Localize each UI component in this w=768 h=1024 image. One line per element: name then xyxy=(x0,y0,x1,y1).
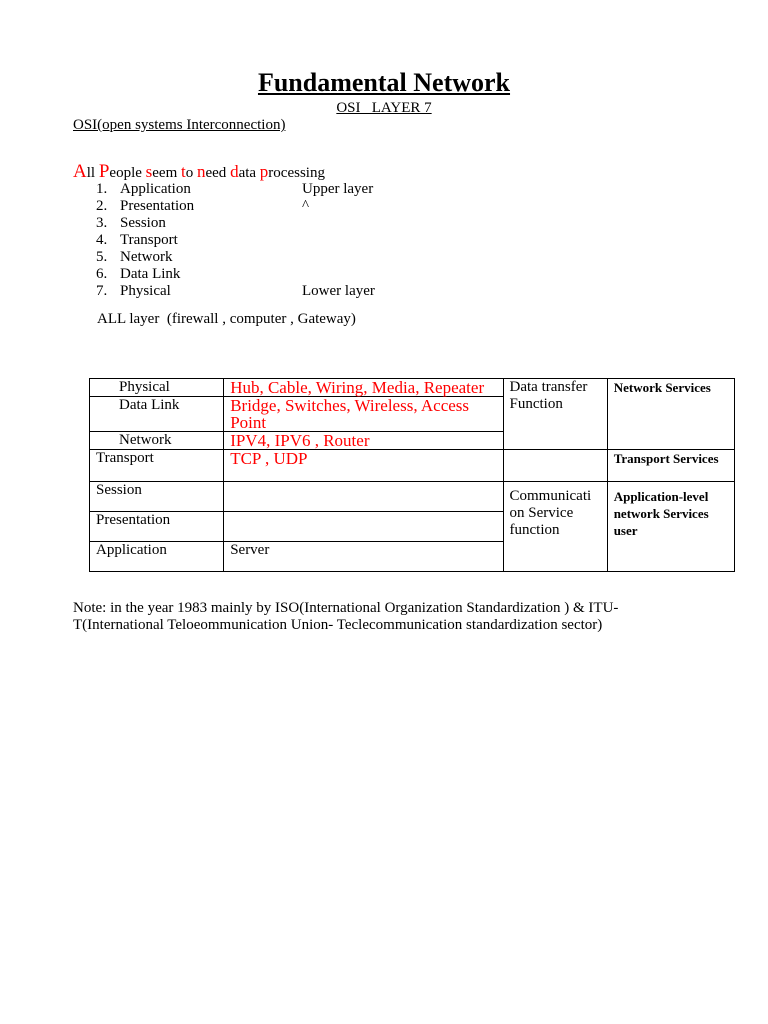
list-number: 1. xyxy=(96,181,108,197)
mnemonic-line xyxy=(73,161,325,183)
list-item xyxy=(96,215,375,232)
list-item xyxy=(96,181,375,198)
function-cell-communication: Communicati on Service function xyxy=(503,482,607,572)
mnemonic-rest: o xyxy=(185,165,197,181)
mnemonic-letter: P xyxy=(98,161,110,182)
table-row xyxy=(90,482,735,512)
page-subtitle: OSI LAYER 7 xyxy=(336,100,432,116)
all-layer-note: ALL layer (firewall , computer , Gateway) xyxy=(97,311,356,327)
list-item xyxy=(96,198,375,215)
layer-cell-session: Session xyxy=(90,482,224,512)
layer-name: Presentation xyxy=(120,198,195,214)
list-number: 3. xyxy=(96,215,108,231)
mnemonic-rest: eed xyxy=(205,165,231,181)
osi-layer-table xyxy=(89,378,735,572)
layer-cell-presentation: Presentation xyxy=(90,512,224,542)
services-cell-network: Network Services xyxy=(607,379,734,450)
mnemonic-letter: A xyxy=(73,161,87,182)
list-item xyxy=(96,283,375,300)
function-cell-empty xyxy=(503,450,607,482)
list-number: 2. xyxy=(96,198,108,214)
footnote: Note: in the year 1983 mainly by ISO(International Organization Standardization ) & ITU-T(International Teloeommunication Union- Teclecommunication standardization sector) xyxy=(73,600,619,633)
table-row xyxy=(90,379,735,397)
page-title: Fundamental Network xyxy=(257,68,511,97)
layer-cell-application: Application xyxy=(90,542,224,572)
mnemonic-rest: eem xyxy=(152,165,181,181)
mnemonic-rest: ll xyxy=(86,165,99,181)
mnemonic-letter: n xyxy=(196,162,206,181)
layer-name: Data Link xyxy=(120,266,181,282)
layer-note: Lower layer xyxy=(302,283,375,299)
devices-cell-application: Server xyxy=(224,542,503,572)
layer-cell-data-link: Data Link xyxy=(90,397,224,432)
devices-cell-session xyxy=(224,482,503,512)
services-cell-transport: Transport Services xyxy=(607,450,734,482)
list-item xyxy=(96,232,375,249)
list-number: 4. xyxy=(96,232,108,248)
layer-list xyxy=(96,181,375,300)
layer-name: Network xyxy=(120,249,173,265)
layer-name: Transport xyxy=(120,232,178,248)
layer-name: Physical xyxy=(120,283,171,299)
function-cell-data-transfer: Data transfer Function xyxy=(503,379,607,450)
list-item xyxy=(96,249,375,266)
list-number: 5. xyxy=(96,249,108,265)
mnemonic-rest: ata xyxy=(238,165,260,181)
layer-name: Application xyxy=(120,181,191,197)
devices-cell-network: IPV4, IPV6 , Router xyxy=(224,432,503,450)
devices-cell-data-link: Bridge, Switches, Wireless, Access Point xyxy=(224,397,503,432)
layer-note: ^ xyxy=(302,198,310,214)
services-cell-application: Application-level network Services user xyxy=(607,482,734,572)
mnemonic-letter: t xyxy=(181,162,186,181)
list-number: 6. xyxy=(96,266,108,282)
layer-cell-network: Network xyxy=(90,432,224,450)
mnemonic-rest: eople xyxy=(109,165,146,181)
layer-note: Upper layer xyxy=(302,181,374,197)
layer-cell-physical: Physical xyxy=(90,379,224,397)
mnemonic-letter: d xyxy=(230,162,239,181)
mnemonic-letter: s xyxy=(145,162,153,181)
mnemonic-rest: rocessing xyxy=(268,165,325,181)
table-row xyxy=(90,450,735,482)
devices-cell-physical: Hub, Cable, Wiring, Media, Repeater xyxy=(224,379,503,397)
devices-cell-presentation xyxy=(224,512,503,542)
layer-cell-transport: Transport xyxy=(90,450,224,482)
layer-name: Session xyxy=(120,215,166,231)
list-item xyxy=(96,266,375,283)
mnemonic-letter: p xyxy=(259,162,269,181)
devices-cell-transport: TCP , UDP xyxy=(224,450,503,482)
osi-definition: OSI(open systems Interconnection) xyxy=(73,117,286,133)
list-number: 7. xyxy=(96,283,108,299)
